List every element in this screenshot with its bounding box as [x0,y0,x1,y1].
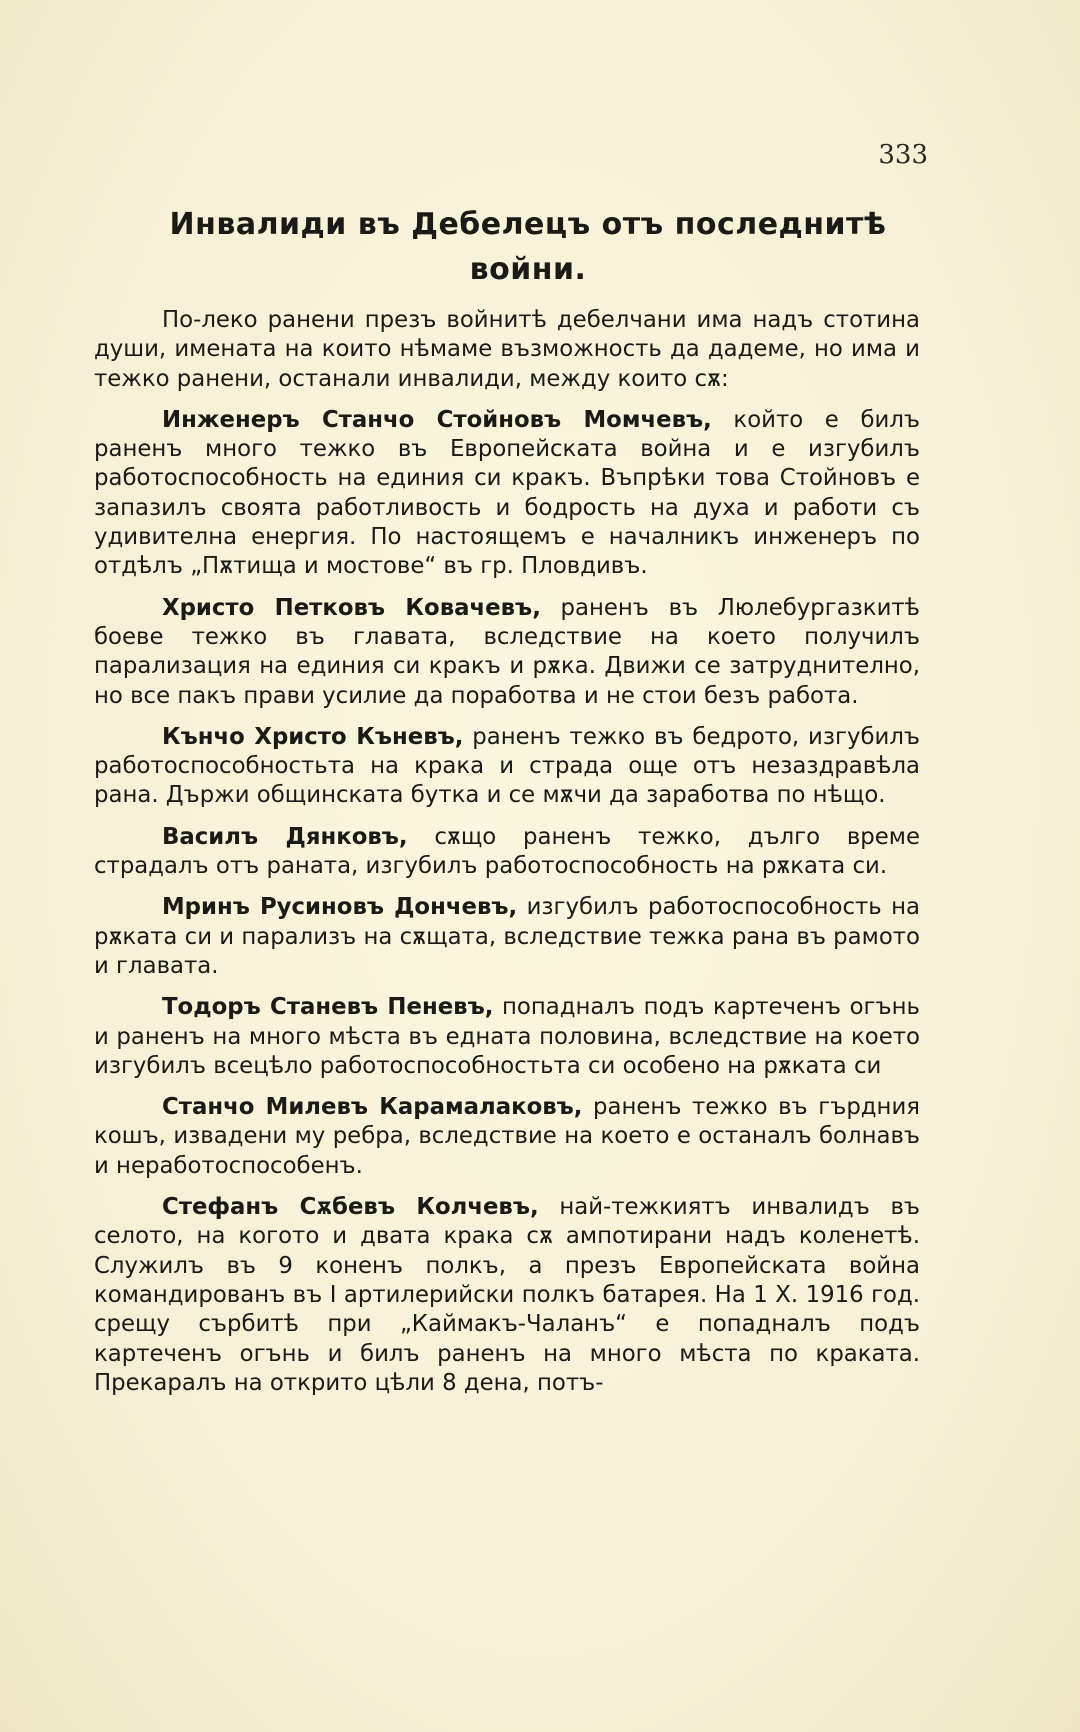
person-name: Стефанъ Сѫбевъ Колчевъ, [162,1194,539,1221]
page-title: Инвалиди въ Дебелецъ отъ последнитѣ войни. [169,207,887,287]
person-name: Инженеръ Станчо Стойновъ Момчевъ, [162,406,712,433]
entry-paragraph [94,594,920,711]
entry-paragraph [94,723,920,811]
intro-paragraph: По-леко ранени презъ войнитѣ дебелчани има надъ стотина души, имената на които нѣмаме възможность да дадеме, но има и тежко ранени, останали инвалиди, между които сѫ: [94,307,920,392]
person-name: Станчо Милевъ Карамалаковъ, [162,1094,583,1121]
entry-paragraph [94,1193,920,1398]
entry-text: раненъ тежко въ гърдния кошъ, извадени му ребра, вследствие на което е останалъ болнавъ и неработоспособенъ. [94,1094,920,1179]
entry-paragraph [94,406,920,582]
entry-paragraph [94,1093,920,1181]
entry-paragraph [94,823,920,882]
person-name: Тодоръ Станевъ Пеневъ, [162,994,494,1021]
entry-text: раненъ въ Люлебургазкитѣ боеве тежко въ главата, вследствие на което получилъ парализация на единия си кракъ и рѫка. Движи се затруднително, но все пакъ прави усилие да поработва и не стои безъ работа. [94,594,920,709]
person-name: Христо Петковъ Ковачевъ, [162,594,541,621]
entry-text: попадналъ подъ картеченъ огънь и раненъ на много мѣста въ едната половина, вследствие на което изгубилъ всецѣло работоспособностьта си особено на рѫката си [94,994,920,1079]
entry-paragraph [94,993,920,1081]
page-number: 333 [878,140,928,170]
entry-text: раненъ тежко въ бедрото, изгубилъ работоспособностьта на крака и страда още отъ незаздравѣла рана. Държи общинската бутка и се мѫчи да заработва по нѣщо. [94,723,920,809]
entry-paragraph [94,893,920,981]
person-name: Василъ Дянковъ, [162,823,408,850]
entry-text: сѫщо раненъ тежко, дълго време страдалъ отъ раната, изгубилъ работоспособность на рѫката си. [94,823,920,880]
body-text [94,306,920,1398]
entry-text: изгубилъ работоспособность на рѫката си и парализъ на сѫщата, вследствие тежка рана въ рамото и главата. [94,894,920,979]
entry-text: най-тежкиятъ инвалидъ въ селото, на когото и двата крака сѫ ампотирани надъ коленетѣ. Служилъ въ 9 коненъ полкъ, а презъ Европейската война командированъ въ I артилерийски полкъ батарея. На 1 Х. 1916 год. срещу сърбитѣ при „Каймакъ-Чаланъ“ е попадналъ подъ картеченъ огънь и билъ раненъ на много мѣста по краката. Прекаралъ на открито цѣли 8 дена, потъ- [94,1194,921,1396]
person-name: Мринъ Русиновъ Дончевъ, [162,894,518,921]
entry-text: който е билъ раненъ много тежко въ Европейската война и е изгубилъ работоспособность на единия си кракъ. Въпрѣки това Стойновъ е запазилъ своята работливость и бодрость на духа и работи съ удивителна енергия. По настоящемъ е началникъ инженеръ по отдѣлъ „Пѫтища и мостове“ въ гр. Пловдивъ. [94,406,920,580]
person-name: Кънчо Христо Къневъ, [162,723,464,750]
